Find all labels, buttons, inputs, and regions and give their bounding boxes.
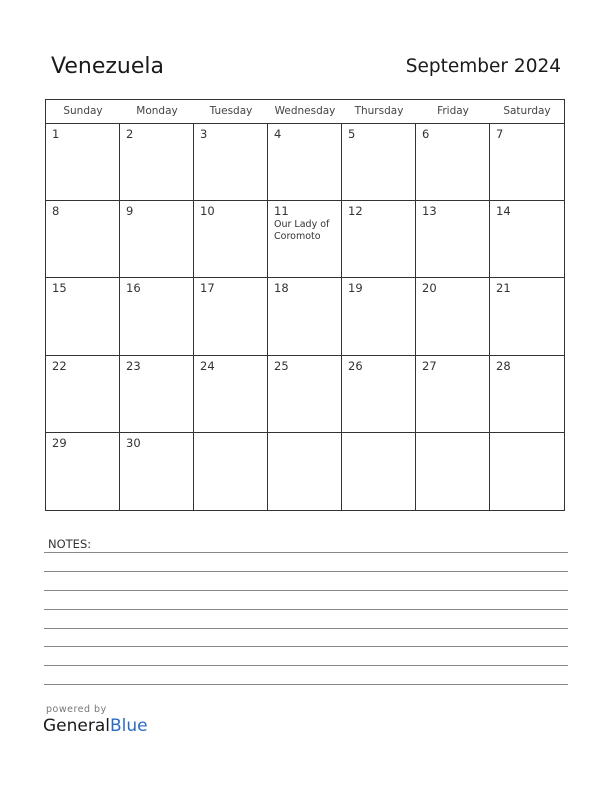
day-number: 27 (422, 358, 437, 373)
day-number: 25 (274, 358, 289, 373)
day-number: 24 (200, 358, 215, 373)
day-number: 23 (126, 358, 141, 373)
note-line (44, 665, 568, 666)
note-line (44, 646, 568, 647)
day-cell (120, 433, 194, 510)
day-cell (194, 201, 268, 278)
weekday-wednesday: Wednesday (274, 105, 336, 117)
day-number: 30 (126, 435, 141, 450)
day-number: 13 (422, 204, 437, 219)
brand-blue: Blue (110, 716, 148, 736)
day-cell (490, 201, 564, 278)
day-cell (416, 201, 490, 278)
weekday-header-row (46, 100, 564, 124)
day-cell (194, 356, 268, 433)
month-year-title: September 2024 (405, 56, 561, 77)
day-number: 8 (52, 204, 60, 219)
day-number: 20 (422, 281, 437, 296)
weekday-thursday: Thursday (354, 105, 404, 117)
day-cell (342, 356, 416, 433)
day-cell (120, 124, 194, 201)
day-cell (194, 124, 268, 201)
day-cell (46, 356, 120, 433)
day-cell (490, 278, 564, 355)
day-cell (342, 201, 416, 278)
day-number: 22 (52, 358, 67, 373)
day-cell (46, 124, 120, 201)
day-cell (268, 356, 342, 433)
holiday-label: Our Lady of Coromoto (274, 219, 330, 243)
day-cell (416, 124, 490, 201)
note-line (44, 571, 568, 572)
day-number: 28 (496, 358, 511, 373)
day-number: 17 (200, 281, 215, 296)
day-cell (120, 201, 194, 278)
notes-label: NOTES: (48, 537, 92, 551)
note-line (44, 552, 568, 553)
day-cell (342, 433, 416, 510)
weekday-sunday: Sunday (63, 105, 103, 117)
day-number: 26 (348, 358, 363, 373)
day-cell (490, 356, 564, 433)
day-number: 1 (52, 127, 60, 141)
day-number: 21 (496, 281, 511, 296)
brand-general: General (43, 716, 110, 736)
day-grid (46, 124, 564, 510)
calendar-grid (45, 99, 565, 511)
day-cell (268, 124, 342, 201)
weekday-friday: Friday (437, 105, 469, 117)
day-number: 12 (348, 204, 363, 219)
day-number: 10 (200, 204, 215, 219)
day-number: 6 (422, 127, 430, 141)
day-cell (416, 356, 490, 433)
day-cell (268, 433, 342, 510)
day-cell (416, 278, 490, 355)
note-line (44, 590, 568, 591)
day-number: 29 (52, 435, 67, 450)
note-line (44, 609, 568, 610)
day-cell (194, 433, 268, 510)
day-number: 9 (126, 204, 134, 219)
day-number: 14 (496, 204, 511, 219)
day-cell (268, 201, 342, 278)
powered-by-text: powered by (46, 704, 107, 715)
day-cell (46, 278, 120, 355)
day-cell (342, 278, 416, 355)
country-title: Venezuela (51, 54, 164, 79)
weekday-monday: Monday (136, 105, 178, 117)
weekday-saturday: Saturday (503, 105, 551, 117)
day-number: 2 (126, 127, 134, 141)
day-cell (46, 433, 120, 510)
day-cell (490, 124, 564, 201)
day-cell (46, 201, 120, 278)
day-number: 5 (348, 127, 356, 141)
day-cell (120, 278, 194, 355)
day-cell (194, 278, 268, 355)
day-number: 16 (126, 281, 141, 296)
day-cell (268, 278, 342, 355)
day-number: 4 (274, 127, 282, 141)
note-line (44, 628, 568, 629)
day-number: 19 (348, 281, 363, 296)
brand-logo (43, 716, 148, 736)
day-cell (490, 433, 564, 510)
day-number: 18 (274, 281, 289, 296)
day-number: 15 (52, 281, 67, 296)
note-line (44, 684, 568, 685)
day-number: 7 (496, 127, 504, 141)
day-cell (120, 356, 194, 433)
weekday-tuesday: Tuesday (209, 105, 253, 117)
day-cell (416, 433, 490, 510)
day-number: 3 (200, 127, 208, 141)
day-cell (342, 124, 416, 201)
day-number: 11 (274, 204, 289, 219)
